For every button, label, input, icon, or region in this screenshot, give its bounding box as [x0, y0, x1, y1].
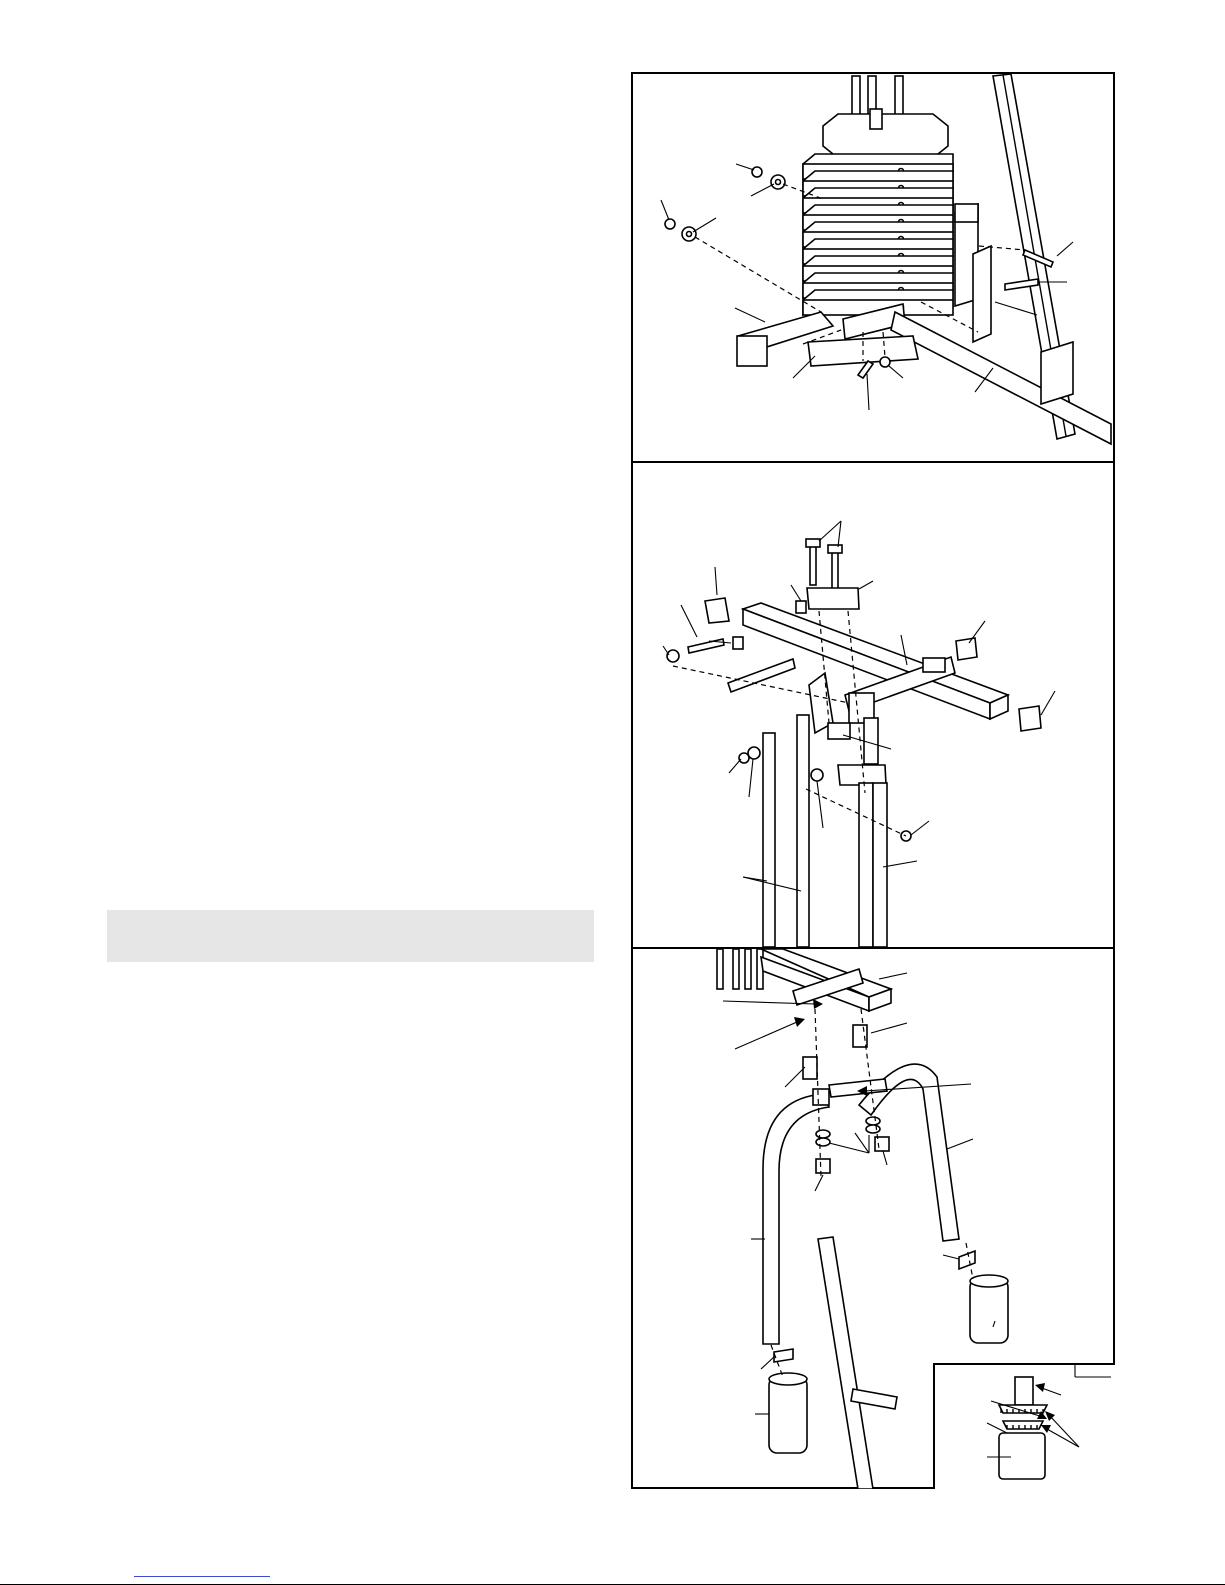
bushing [875, 1137, 889, 1151]
end-cap [959, 1251, 975, 1269]
upright-tube [797, 715, 809, 947]
roller-pad [970, 1279, 1008, 1343]
pivot-block [813, 1089, 829, 1105]
detail-inset [933, 1363, 1115, 1489]
washer [816, 1138, 830, 1146]
nut [880, 357, 890, 367]
end-cap [774, 1349, 793, 1362]
bolt [810, 543, 816, 585]
upright-tube [859, 783, 873, 947]
weight-plates [803, 154, 953, 315]
washer [667, 650, 679, 662]
upright-tube-top [864, 718, 878, 764]
step-1-diagram [633, 74, 1113, 461]
nut [752, 167, 762, 177]
end-cap [705, 598, 729, 623]
upright-frame [818, 1237, 873, 1489]
bracket-arm [728, 659, 795, 692]
selector-stem [870, 109, 882, 129]
washer [816, 1130, 830, 1138]
spacer [796, 601, 806, 613]
base-end-cap [737, 336, 767, 366]
lower-bracket [1041, 342, 1073, 404]
roller-end [999, 1433, 1045, 1479]
washer [866, 1125, 880, 1133]
frame-stub [717, 949, 723, 989]
tube-end [1015, 1377, 1033, 1405]
nut [665, 219, 675, 229]
mounting-bracket [973, 246, 991, 342]
spacer [733, 637, 743, 649]
top-plate [807, 588, 859, 609]
upright-tube [763, 733, 775, 947]
bushing [803, 1057, 817, 1079]
nut [811, 769, 823, 781]
step-2-diagram [633, 463, 1113, 947]
footer-link-underline[interactable] [134, 1576, 270, 1577]
bolt [832, 549, 838, 589]
bolt [688, 639, 724, 653]
lower-plate [838, 765, 886, 785]
top-plate [823, 114, 948, 158]
highlight-note-band [107, 910, 594, 962]
washer [748, 747, 760, 759]
collar [923, 658, 945, 672]
end-cap [1019, 706, 1041, 731]
washer [866, 1117, 880, 1125]
base-tube-right [891, 312, 1111, 444]
roller-pad [769, 1377, 807, 1453]
bushing [816, 1159, 830, 1173]
end-cap [956, 638, 977, 660]
